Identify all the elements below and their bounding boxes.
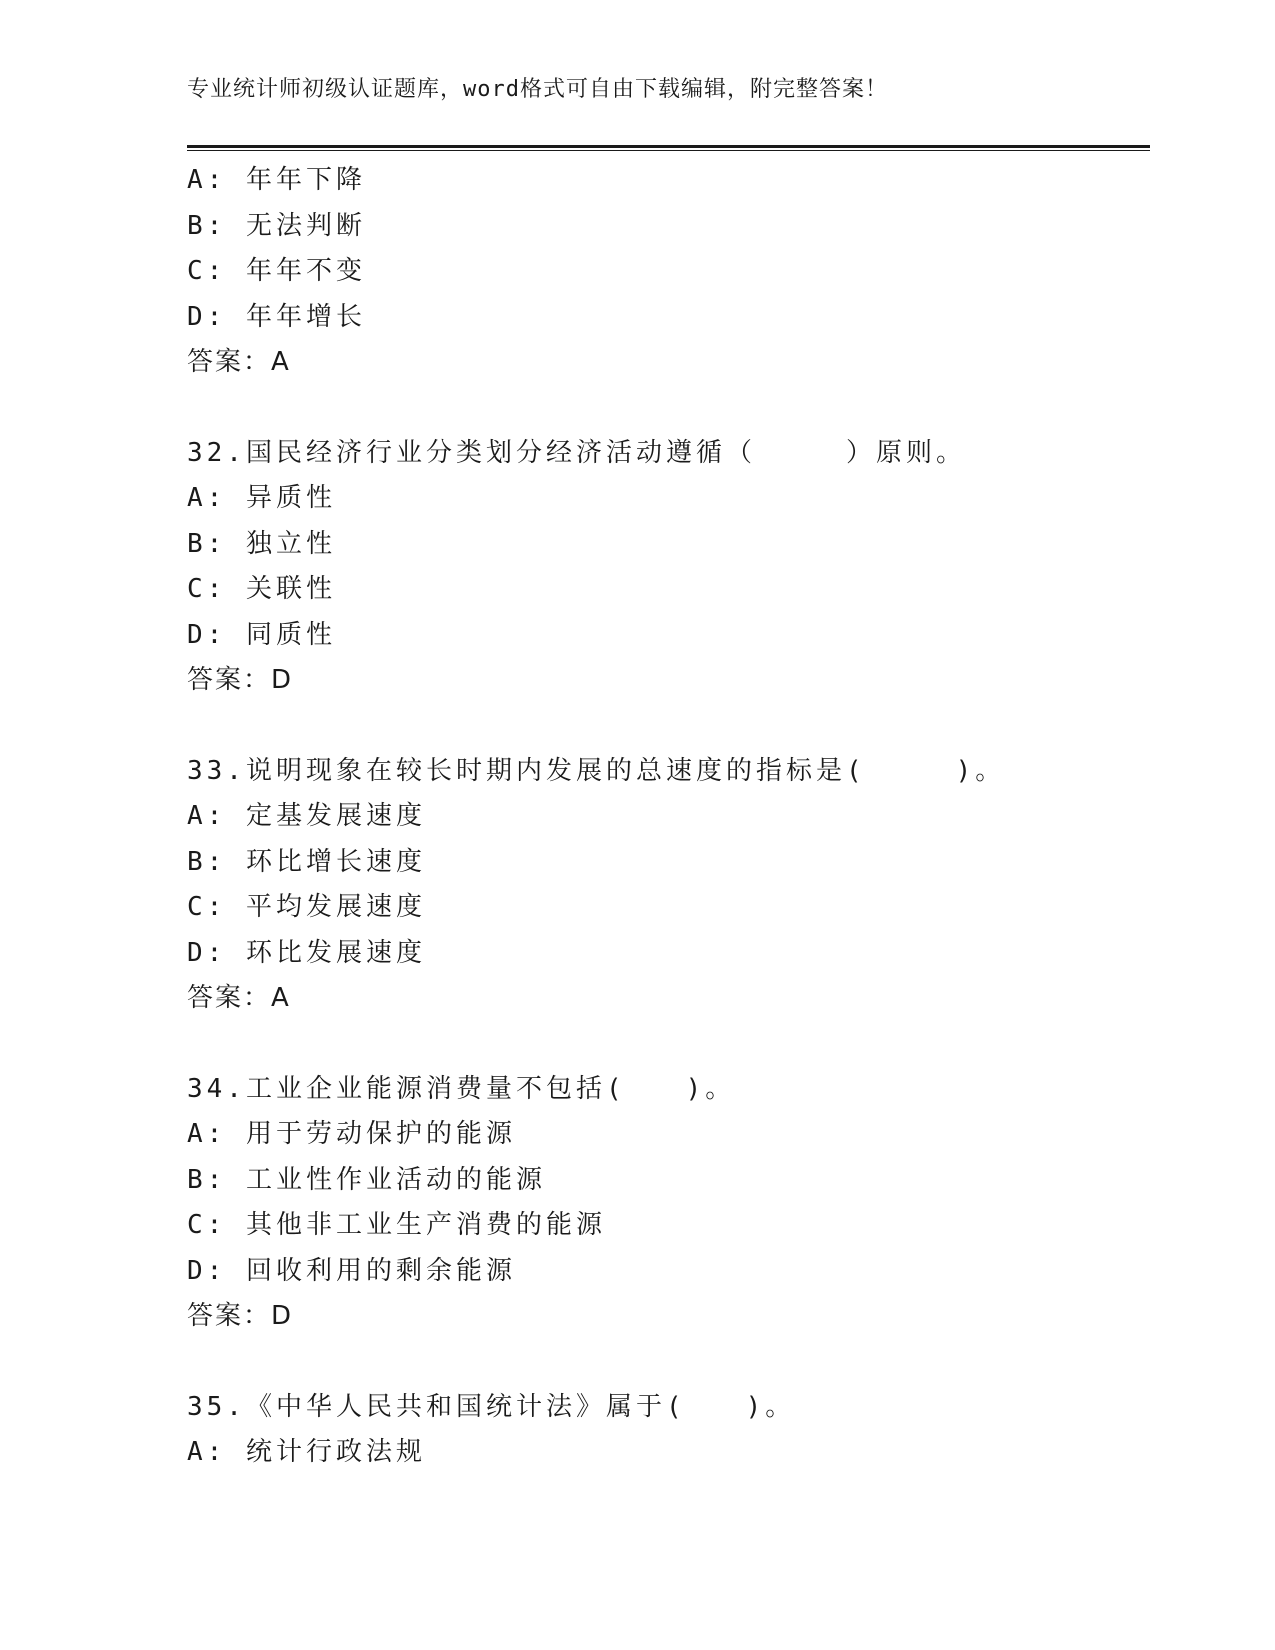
answer-label: 答案：D	[187, 1301, 294, 1331]
option-a: A: 异质性	[187, 483, 336, 513]
header-divider	[187, 145, 1150, 151]
option-d: D: 年年增长	[187, 301, 366, 332]
answer-label: 答案：A	[187, 347, 291, 377]
question-list	[187, 158, 1150, 1476]
question-stem: 32.国民经济行业分类划分经济活动遵循（ ）原则。	[187, 437, 966, 468]
question-block-35	[187, 1385, 1150, 1476]
question-stem: 35.《中华人民共和国统计法》属于( )。	[187, 1391, 796, 1422]
option-b: B: 工业性作业活动的能源	[187, 1164, 546, 1195]
option-c: C: 其他非工业生产消费的能源	[187, 1210, 606, 1240]
option-d: D: 回收利用的剩余能源	[187, 1255, 516, 1286]
spacer	[187, 1022, 1150, 1067]
question-stem: 34.工业企业能源消费量不包括( )。	[187, 1073, 736, 1104]
option-b: B: 环比增长速度	[187, 846, 426, 877]
option-c: C: 关联性	[187, 574, 336, 604]
question-block-32	[187, 431, 1150, 704]
option-c: C: 平均发展速度	[187, 892, 426, 922]
option-b: B: 无法判断	[187, 210, 366, 241]
spacer	[187, 704, 1150, 749]
option-d: D: 同质性	[187, 619, 336, 650]
answer-label: 答案：D	[187, 665, 294, 695]
option-a: A: 定基发展速度	[187, 801, 426, 831]
option-a: A: 年年下降	[187, 165, 366, 195]
option-c: C: 年年不变	[187, 256, 366, 286]
spacer	[187, 386, 1150, 431]
question-stem: 33.说明现象在较长时期内发展的总速度的指标是( )。	[187, 755, 1006, 786]
answer-label: 答案：A	[187, 983, 291, 1013]
page-header: 专业统计师初级认证题库，word格式可自由下载编辑，附完整答案！	[187, 77, 888, 102]
option-a: A: 统计行政法规	[187, 1437, 426, 1467]
spacer	[187, 1340, 1150, 1385]
question-block-34	[187, 1067, 1150, 1340]
option-a: A: 用于劳动保护的能源	[187, 1119, 516, 1149]
option-b: B: 独立性	[187, 528, 336, 559]
question-block-33	[187, 749, 1150, 1022]
question-block-31	[187, 158, 1150, 386]
option-d: D: 环比发展速度	[187, 937, 426, 968]
